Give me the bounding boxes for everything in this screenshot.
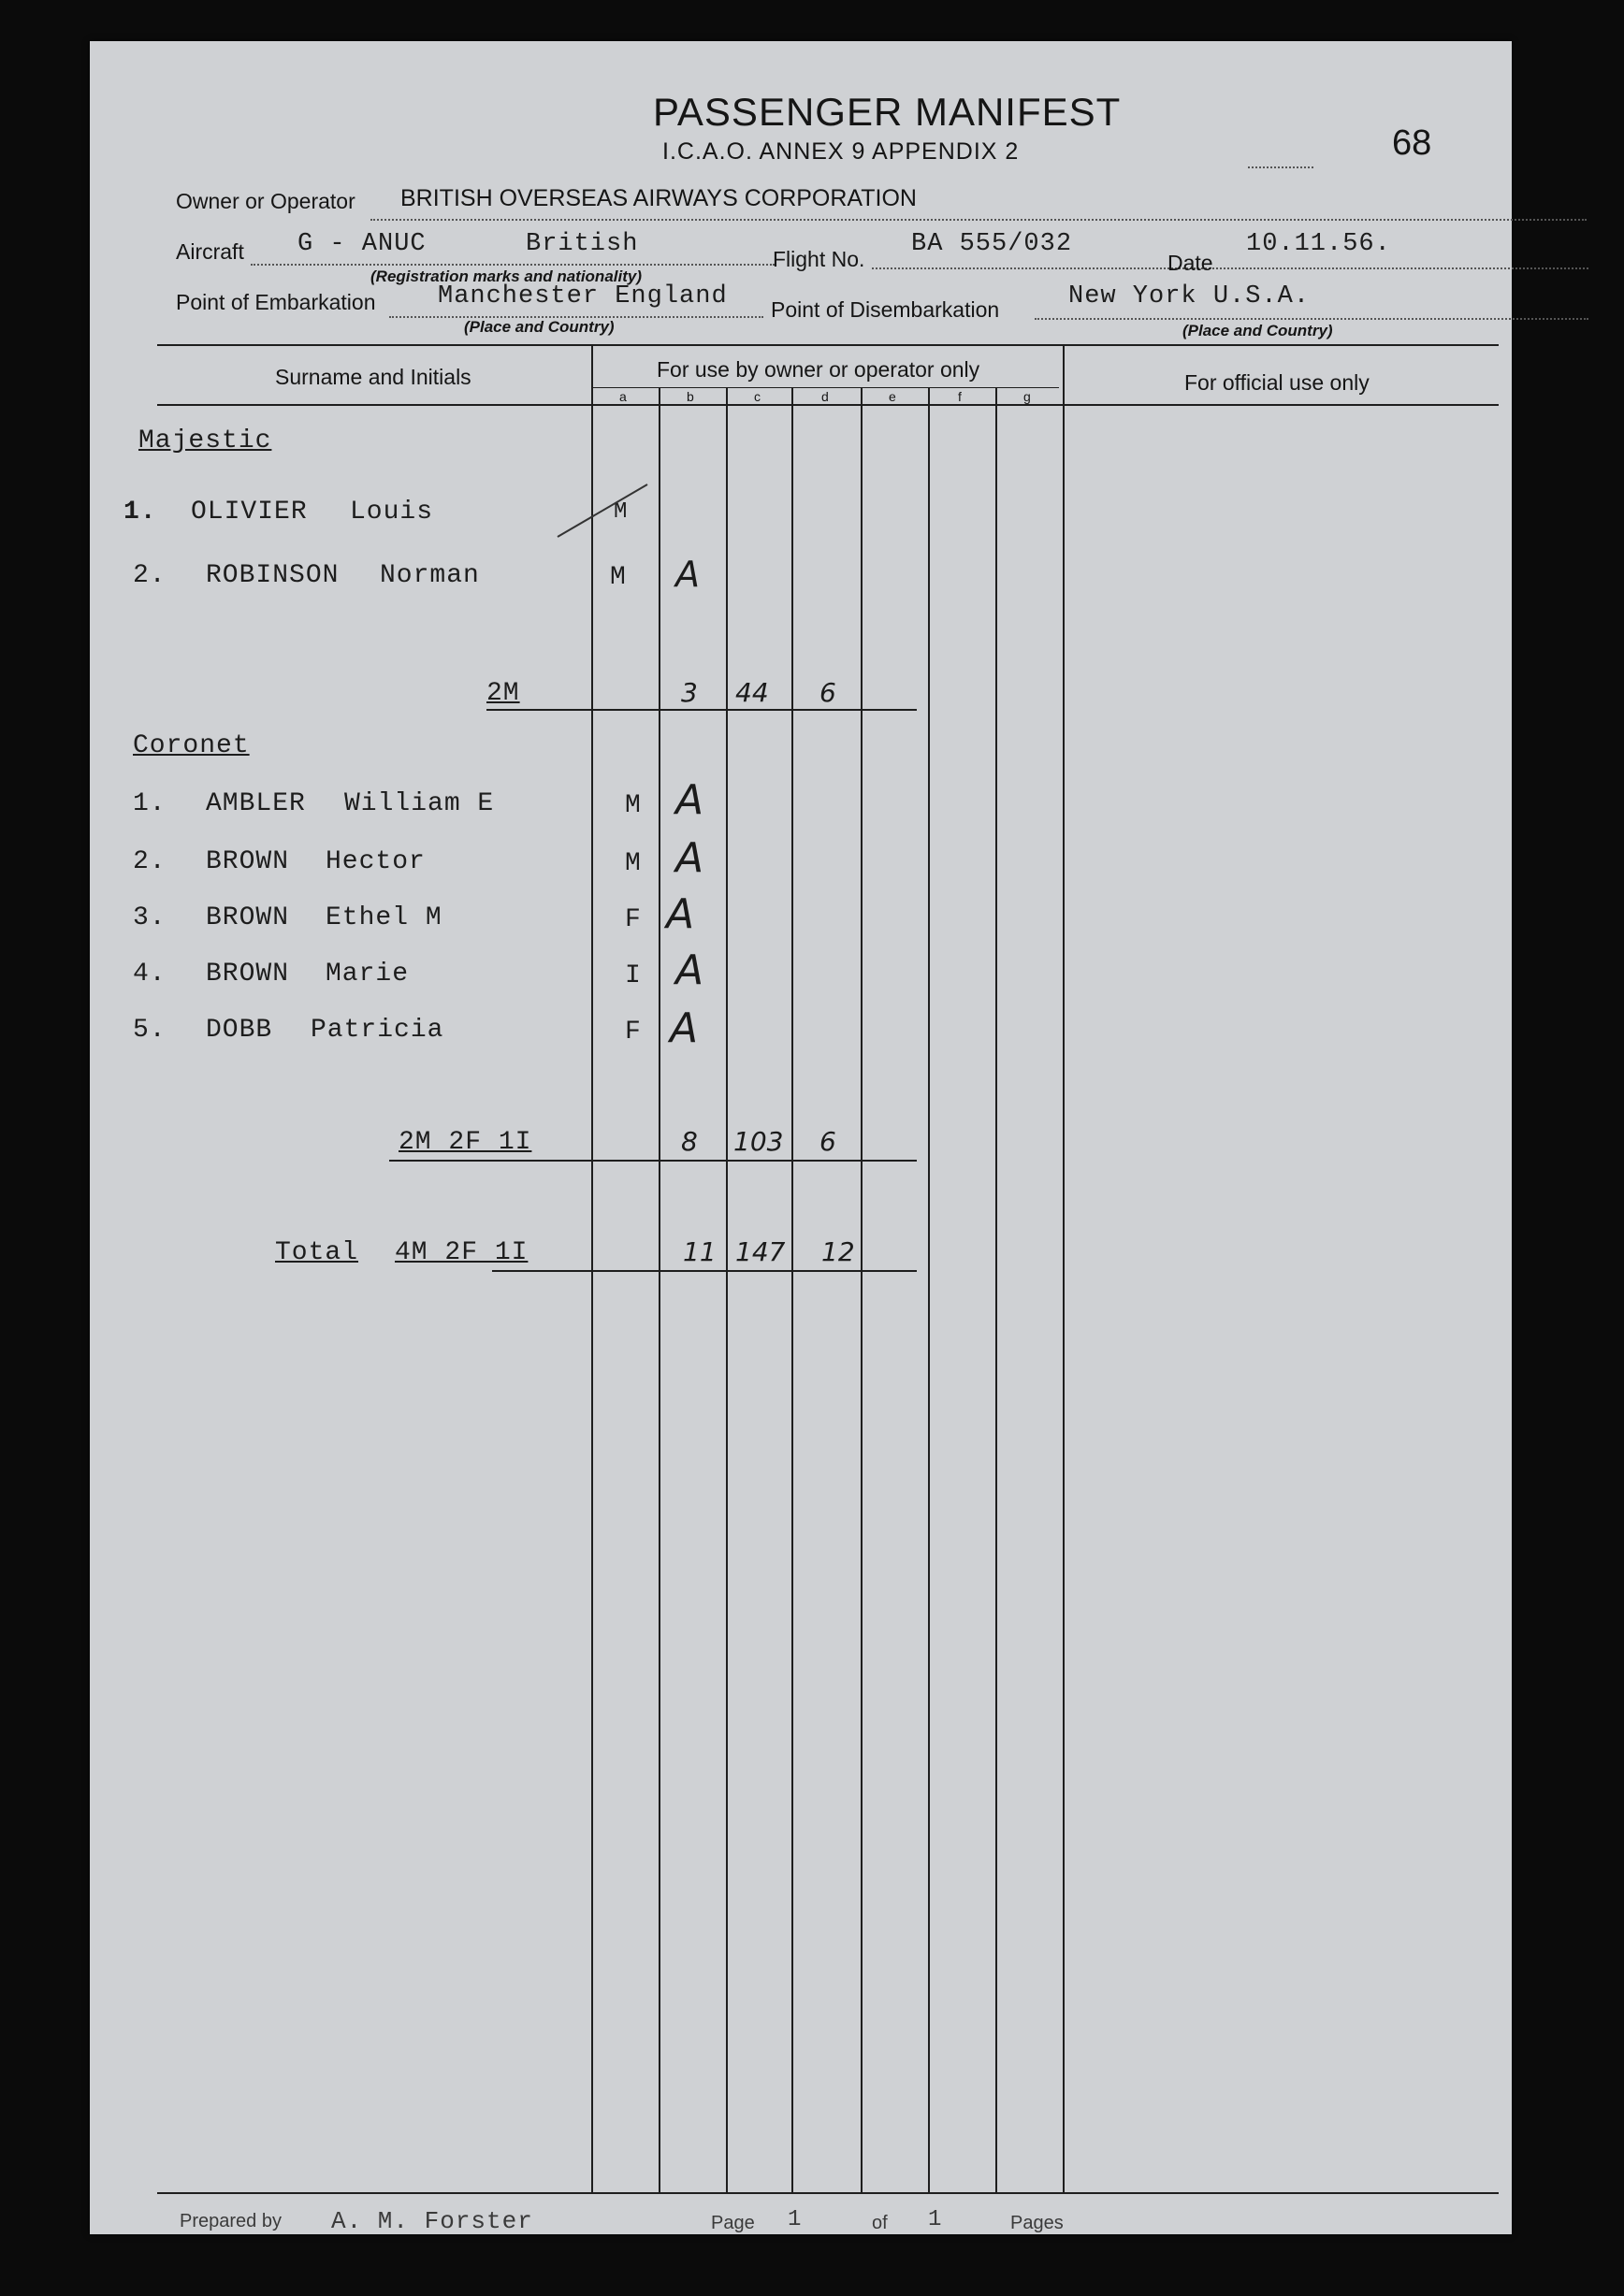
table-bottom-border <box>157 2192 1499 2194</box>
passenger-given-name: Norman <box>380 561 480 590</box>
prepared-by-label: Prepared by <box>180 2211 282 2231</box>
document-subtitle: I.C.A.O. ANNEX 9 APPENDIX 2 <box>662 138 1020 165</box>
embarkation-sublabel: (Place and Country) <box>464 318 615 336</box>
total-label: Total <box>275 1238 359 1267</box>
total-rule <box>492 1270 917 1272</box>
column-line-d-left <box>791 387 793 2192</box>
passenger-given-name: Marie <box>326 960 410 989</box>
aircraft-nationality: British <box>526 230 639 258</box>
subtotal-c: 44 <box>735 677 769 708</box>
subtotal-d: 6 <box>819 1126 836 1157</box>
table-top-border <box>157 344 1499 346</box>
disembarkation-value: New York U.S.A. <box>1068 282 1311 310</box>
column-line-e-left <box>861 387 863 2192</box>
date-label: Date <box>1167 251 1213 275</box>
passenger-mark: A <box>675 554 700 595</box>
aircraft-sublabel: (Registration marks and nationality) <box>370 267 642 285</box>
passenger-given-name: William E <box>344 789 495 818</box>
owner-value: BRITISH OVERSEAS AIRWAYS CORPORATION <box>400 185 917 211</box>
passenger-surname: OLIVIER <box>191 498 308 527</box>
column-letter-b: b <box>687 389 694 404</box>
passenger-number: 2. <box>133 561 167 590</box>
passenger-number: 3. <box>133 903 167 932</box>
footer-page-value: 1 <box>788 2207 803 2232</box>
subtotal-rule <box>389 1160 917 1162</box>
passenger-surname: BROWN <box>206 960 290 989</box>
subtotal-c: 103 <box>733 1126 784 1157</box>
subtotal-b: 8 <box>681 1126 698 1157</box>
aircraft-label: Aircraft <box>176 239 244 264</box>
passenger-mark: A <box>675 776 704 824</box>
passenger-sex: M <box>610 563 627 592</box>
passenger-mark: A <box>675 946 704 994</box>
disembarkation-sublabel: (Place and Country) <box>1182 322 1333 339</box>
disembarkation-label: Point of Disembarkation <box>771 297 1000 322</box>
dash-mark <box>1248 166 1313 168</box>
column-letter-f: f <box>958 389 962 404</box>
aircraft-dotted-line <box>251 264 775 266</box>
passenger-surname: ROBINSON <box>206 561 340 590</box>
column-letter-a: a <box>619 389 627 404</box>
footer-of-label: of <box>872 2213 888 2233</box>
passenger-number: 1. <box>133 789 167 818</box>
strike-mark-icon <box>554 479 657 544</box>
table-header-border <box>157 404 1499 406</box>
passenger-sex: F <box>625 1018 642 1047</box>
date-dotted-line <box>1224 267 1588 269</box>
owner-use-header: For use by owner or operator only <box>657 357 980 382</box>
section-heading: Majestic <box>138 426 272 455</box>
passenger-given-name: Patricia <box>311 1016 444 1045</box>
passenger-number: 5. <box>133 1016 167 1045</box>
flight-number: BA 555/032 <box>911 230 1073 258</box>
passenger-mark: A <box>666 890 695 938</box>
date-value: 10.11.56. <box>1246 230 1391 258</box>
passenger-mark: A <box>670 1004 699 1052</box>
total-c: 147 <box>735 1236 786 1267</box>
embarkation-value: Manchester England <box>438 282 728 310</box>
passenger-mark: A <box>675 834 704 882</box>
footer-page-label: Page <box>711 2213 755 2233</box>
passenger-surname: BROWN <box>206 903 290 932</box>
column-letter-divider <box>591 387 1059 388</box>
footer-of-value: 1 <box>928 2207 943 2232</box>
passenger-given-name: Louis <box>350 498 434 527</box>
column-letter-g: g <box>1023 389 1031 404</box>
total-d: 12 <box>821 1236 855 1267</box>
embarkation-label: Point of Embarkation <box>176 290 376 314</box>
passenger-given-name: Hector <box>326 847 426 876</box>
column-line-c-left <box>726 387 728 2192</box>
column-letter-c: c <box>754 389 761 404</box>
passenger-surname: AMBLER <box>206 789 306 818</box>
official-use-divider <box>1063 344 1065 2192</box>
disembarkation-dotted-line <box>1035 318 1588 320</box>
subtotal-label: 2M 2F 1I <box>399 1128 532 1157</box>
subtotal-d: 6 <box>819 677 836 708</box>
passenger-surname: BROWN <box>206 847 290 876</box>
passenger-number: 2. <box>133 847 167 876</box>
column-letter-e: e <box>889 389 896 404</box>
total-b: 11 <box>683 1236 717 1267</box>
column-line-b-left <box>659 387 660 2192</box>
manifest-page <box>90 41 1512 2234</box>
passenger-sex: M <box>625 791 642 820</box>
passenger-sex: M <box>625 849 642 878</box>
column-line-f-left <box>928 387 930 2192</box>
page-number: 68 <box>1392 123 1432 163</box>
aircraft-registration: G - ANUC <box>297 230 427 258</box>
official-use-header: For official use only <box>1184 370 1370 395</box>
subtotal-b: 3 <box>681 677 698 708</box>
passenger-number: 4. <box>133 960 167 989</box>
passenger-sex: I <box>625 961 642 990</box>
passenger-number: 1. <box>123 498 157 527</box>
subtotal-rule <box>486 709 917 711</box>
flight-label: Flight No. <box>773 247 865 271</box>
total-value: 4M 2F 1I <box>395 1238 529 1267</box>
passenger-given-name: Ethel M <box>326 903 442 932</box>
column-letter-d: d <box>821 389 829 404</box>
owner-dotted-line <box>370 219 1587 221</box>
prepared-by-value: A. M. Forster <box>331 2207 533 2235</box>
section-heading: Coronet <box>133 731 250 760</box>
column-line-a-left <box>591 344 593 2192</box>
document-title: PASSENGER MANIFEST <box>653 90 1122 134</box>
footer-pages-label: Pages <box>1010 2213 1064 2233</box>
surname-header: Surname and Initials <box>275 365 471 389</box>
column-line-g-left <box>995 387 997 2192</box>
subtotal-label: 2M <box>486 679 520 708</box>
passenger-sex: M <box>614 499 629 525</box>
passenger-surname: DOBB <box>206 1016 273 1045</box>
passenger-sex: F <box>625 905 642 934</box>
owner-label: Owner or Operator <box>176 189 355 213</box>
